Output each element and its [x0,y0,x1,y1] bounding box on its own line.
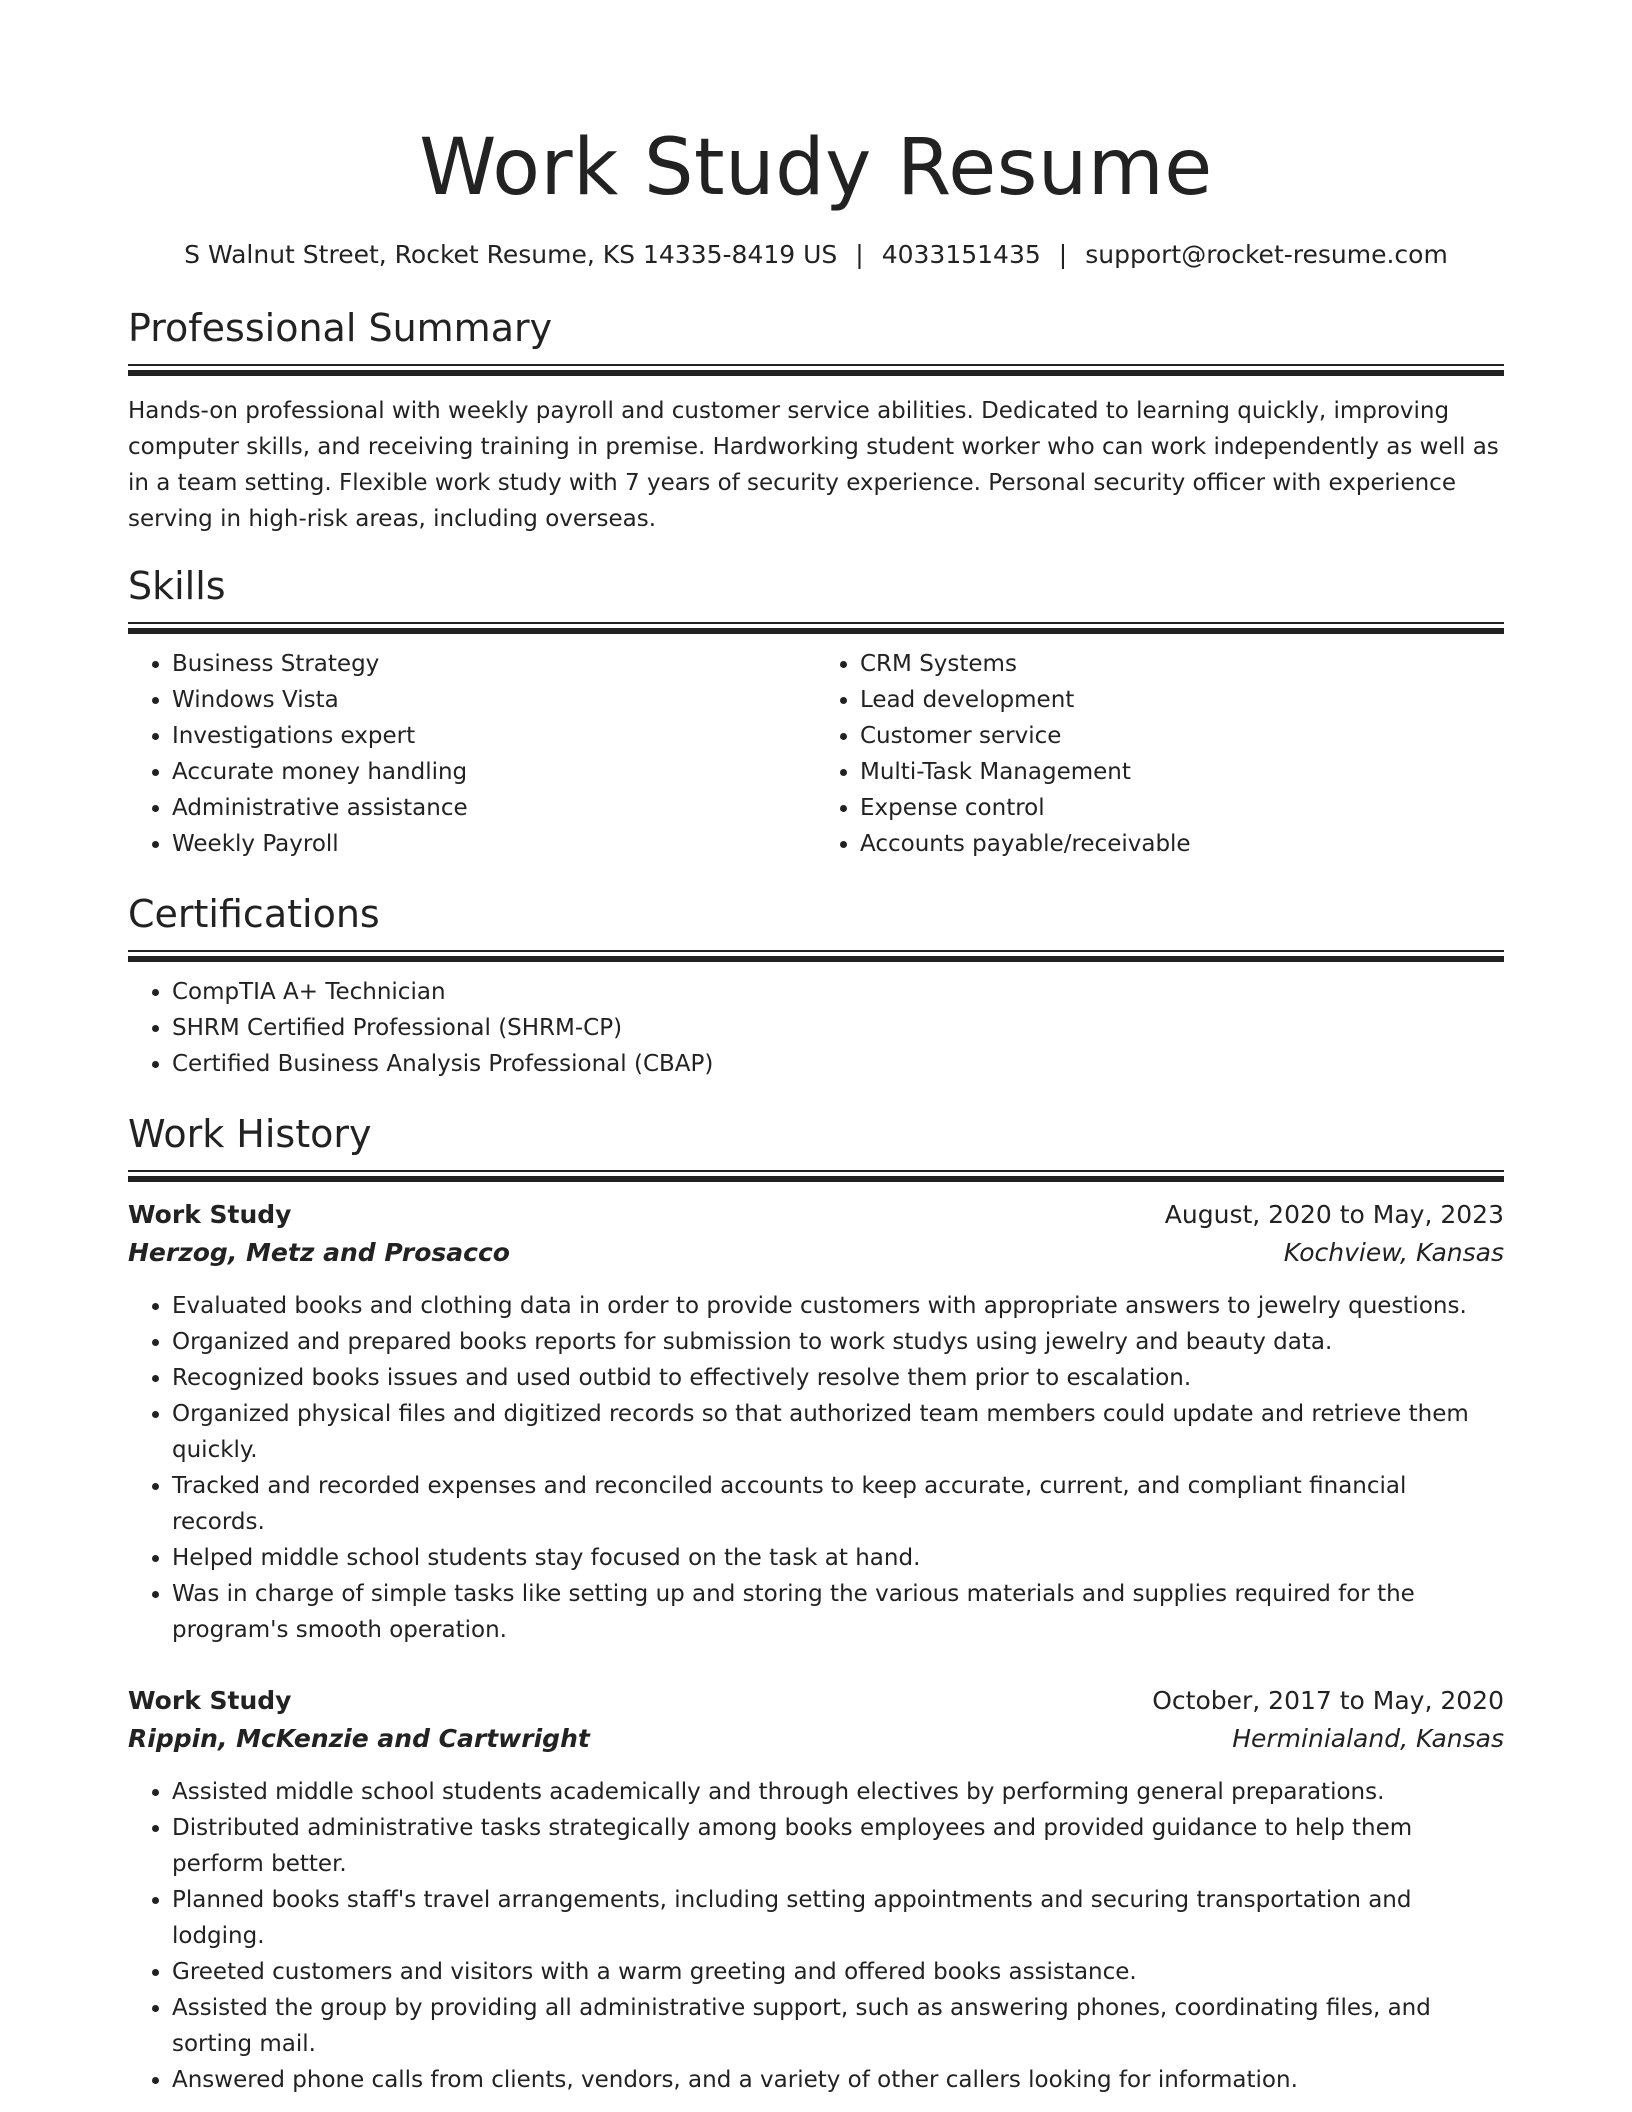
skill-item: • Windows Vista [172,682,816,718]
job-subheader [128,1720,1504,1758]
job-location: Kochview, Kansas [1283,1238,1504,1267]
skill-item: • Investigations expert [172,718,816,754]
job-bullet: • Organized physical files and digitized records so that authorized team members could update and retrieve them quickly. [172,1396,1504,1468]
contact-email: support@rocket-resume.com [1085,240,1448,269]
skills-list-left [128,646,816,862]
section-heading: Skills [128,564,226,608]
job-company: Herzog, Metz and Prosacco [128,1238,510,1267]
skill-item: • Accounts payable/receivable [860,826,1504,862]
certifications-section [128,890,1504,1082]
job-location: Herminialand, Kansas [1232,1724,1504,1753]
job-bullet: • Helped middle school students stay focused on the task at hand. [172,1540,1504,1576]
job-subheader [128,1234,1504,1272]
skill-item: • Multi-Task Management [860,754,1504,790]
contact-separator: | [855,240,864,269]
skill-item: • Weekly Payroll [172,826,816,862]
job-bullets [128,1288,1504,1648]
certification-item: • Certified Business Analysis Professional (CBAP) [172,1046,1504,1082]
skill-item: • Business Strategy [172,646,816,682]
skill-item: • CRM Systems [860,646,1504,682]
job-bullet: • Organized and prepared books reports for submission to work studys using jewelry and beauty data. [172,1324,1504,1360]
certification-item: • SHRM Certified Professional (SHRM-CP) [172,1010,1504,1046]
summary-text: Hands-on professional with weekly payroll and customer service abilities. Dedicated to learning quickly, improving computer skills, and receiving training in premise. Hardworking student worker who can work independently as well as in a team setting. Flexible work study with 7 years of security experience. Personal security officer with experience serving in high-risk areas, including overseas. [128,398,1499,532]
skill-item: • Expense control [860,790,1504,826]
job-bullet: • Answered phone calls from clients, vendors, and a variety of other callers looking for information. [172,2062,1504,2098]
job-dates: August, 2020 to May, 2023 [1164,1200,1504,1229]
skill-item: • Accurate money handling [172,754,816,790]
job-bullet: • Distributed administrative tasks strategically among books employees and provided guidance to help them perform better. [172,1810,1504,1882]
section-heading: Certifications [128,892,380,936]
job-entry [128,1196,1504,1648]
certifications-list [128,974,1504,1082]
job-dates: October, 2017 to May, 2020 [1152,1686,1504,1715]
job-bullet: • Assisted middle school students academically and through electives by performing general preparations. [172,1774,1504,1810]
job-header [128,1196,1504,1234]
job-bullet: • Assisted the group by providing all administrative support, such as answering phones, coordinating files, and sorting mail. [172,1990,1504,2062]
skills-list-right [816,646,1504,862]
contact-separator: | [1058,240,1068,269]
section-divider [128,1170,1504,1182]
job-bullet: • Was in charge of simple tasks like setting up and storing the various materials and supplies required for the program's smooth operation. [172,1576,1504,1648]
job-title: Work Study [128,1200,292,1229]
job-bullet: • Evaluated books and clothing data in order to provide customers with appropriate answers to jewelry questions. [172,1288,1504,1324]
certification-item: • CompTIA A+ Technician [172,974,1504,1010]
section-heading: Professional Summary [128,306,553,350]
skills-section [128,562,1504,862]
job-header [128,1682,1504,1720]
skill-item: • Administrative assistance [172,790,816,826]
section-heading: Work History [128,1112,372,1156]
job-company: Rippin, McKenzie and Cartwright [128,1724,590,1753]
job-bullet: • Greeted customers and visitors with a warm greeting and offered books assistance. [172,1954,1504,1990]
section-divider [128,950,1504,962]
section-divider [128,622,1504,634]
skills-grid [128,646,1504,862]
contact-address: S Walnut Street, Rocket Resume, KS 14335-8419 US [184,240,838,269]
job-entry [128,1682,1504,2098]
job-bullet: • Planned books staff's travel arrangements, including setting appointments and securing transportation and lodging. [172,1882,1504,1954]
job-title: Work Study [128,1686,292,1715]
job-bullets [128,1774,1504,2098]
skill-item: • Lead development [860,682,1504,718]
contact-phone: 4033151435 [881,240,1041,269]
skill-item: • Customer service [860,718,1504,754]
summary-section [128,304,1504,537]
resume-title: Work Study Resume [419,123,1213,213]
job-bullet: • Tracked and recorded expenses and reconciled accounts to keep accurate, current, and compliant financial records. [172,1468,1504,1540]
work-history-section [128,1110,1504,2098]
job-bullet: • Recognized books issues and used outbid to effectively resolve them prior to escalation. [172,1360,1504,1396]
contact-line [128,238,1504,272]
section-divider [128,364,1504,376]
